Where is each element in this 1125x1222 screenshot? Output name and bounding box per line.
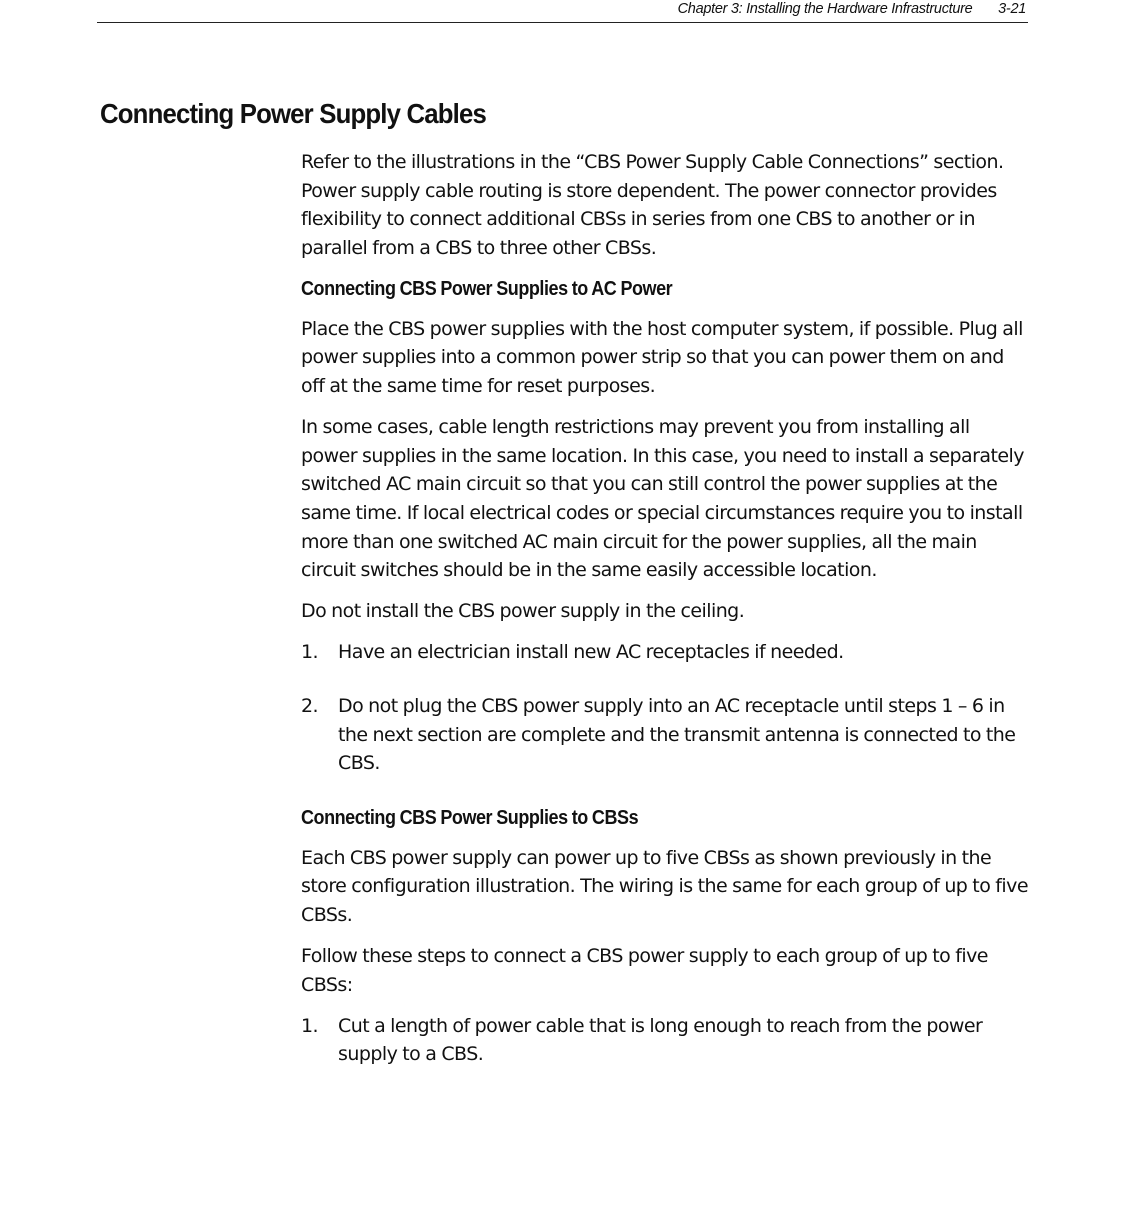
paragraph: Each CBS power supply can power up to five CBSs as shown previously in the store configuration illustration. The wiring is the same for each group of up to five CBSs.	[301, 846, 1028, 926]
step-number: 1.	[301, 641, 319, 664]
list-item	[301, 1012, 1029, 1069]
subheading-cbs: Connecting CBS Power Supplies to CBSs	[301, 806, 639, 829]
step-number: 2.	[301, 694, 319, 717]
paragraph: Do not install the CBS power supply in the ceiling.	[301, 600, 745, 623]
paragraph: Follow these steps to connect a CBS power supply to each group of up to five CBSs:	[301, 944, 988, 996]
step-text: Do not plug the CBS power supply into an AC receptacle until steps 1 – 6 in the next section are complete and the transmit antenna is connected to the CBS.	[338, 694, 1016, 775]
paragraph: In some cases, cable length restrictions may prevent you from installing all power supplies in the same location. In this case, you need to install a separately switched AC main circuit so that you can still control the power supplies at the same time. If local electrical codes or special circumstances require you to install more than one switched AC main circuit for the power supplies, all the main circuit switches should be in the same easily accessible location.	[301, 416, 1024, 582]
main-content	[301, 148, 1029, 1081]
step-text: Cut a length of power cable that is long enough to reach from the power supply to a CBS.	[338, 1014, 983, 1066]
step-number: 1.	[301, 1014, 319, 1037]
list-item	[301, 638, 1029, 667]
paragraph: Place the CBS power supplies with the host computer system, if possible. Plug all power supplies into a common power strip so that you can power them on and off at the same time for reset purposes.	[301, 317, 1023, 398]
running-header	[97, 0, 1028, 23]
step-text: Have an electrician install new AC receptacles if needed.	[338, 641, 844, 664]
intro-paragraph: Refer to the illustrations in the “CBS Power Supply Cable Connections” section. Power supply cable routing is store dependent. The power connector provides flexibility to connect additional CBSs in series from one CBS to another or in parallel from a CBS to three other CBSs.	[301, 151, 1004, 259]
subheading-ac-power: Connecting CBS Power Supplies to AC Power	[301, 277, 673, 300]
list-item	[301, 692, 1029, 778]
chapter-title: Chapter 3: Installing the Hardware Infrastructure	[677, 1, 973, 17]
page-number: 3-21	[998, 1, 1026, 17]
section-title: Connecting Power Supply Cables	[100, 98, 486, 129]
